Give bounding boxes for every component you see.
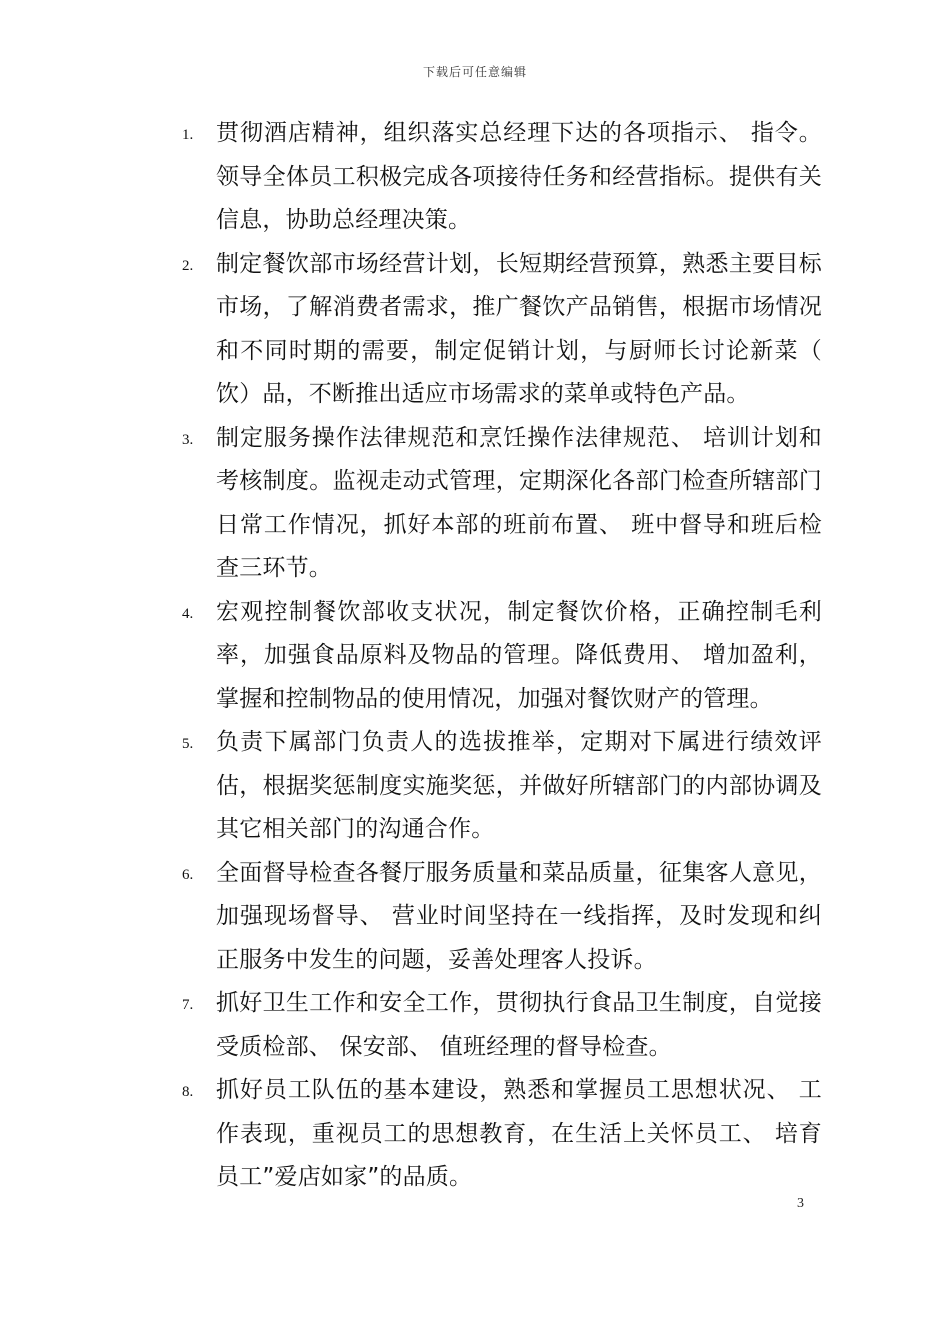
list-item-number: 7.	[182, 997, 194, 1013]
list-item-number: 3.	[182, 431, 194, 448]
duties-list	[182, 112, 822, 1200]
list-item	[182, 112, 822, 243]
list-item-text: 贯彻酒店精神，组织落实总经理下达的各项指示、 指令。领导全体员工积极完成各项接待任务和经营指标。提供有关信息，协助总经理决策。	[216, 120, 822, 233]
list-item-text: 全面督导检查各餐厅服务质量和菜品质量，征集客人意见，加强现场督导、 营业时间坚持在一线指挥，及时发现和纠正服务中发生的问题，妥善处理客人投诉。	[216, 859, 822, 973]
list-item	[182, 1069, 822, 1200]
list-item	[182, 852, 822, 983]
list-item-number: 1.	[182, 127, 194, 143]
list-item	[182, 243, 822, 417]
list-item-text: 抓好卫生工作和安全工作，贯彻执行食品卫生制度，自觉接受质检部、 保安部、 值班经理的督导检查。	[216, 990, 822, 1060]
list-item	[182, 591, 822, 722]
list-item-number: 8.	[182, 1084, 194, 1100]
list-item	[182, 417, 822, 591]
list-item-text: 制定服务操作法律规范和烹饪操作法律规范、 培训计划和考核制度。监视走动式管理，定期深化各部门检查所辖部门日常工作情况，抓好本部的班前布置、 班中督导和班后检查三环节。	[216, 424, 822, 581]
page-header: 下载后可任意编辑	[422, 65, 527, 79]
list-item-text: 负责下属部门负责人的选拔推举，定期对下属进行绩效评估，根据奖惩制度实施奖惩，并做好所辖部门的内部协调及其它相关部门的沟通合作。	[216, 729, 822, 842]
list-item-text: 宏观控制餐饮部收支状况，制定餐饮价格，正确控制毛利率，加强食品原料及物品的管理。降低费用、 增加盈利，掌握和控制物品的使用情况，加强对餐饮财产的管理。	[216, 598, 822, 712]
list-item-number: 2.	[182, 257, 194, 274]
list-item	[182, 982, 822, 1069]
list-item-number: 4.	[182, 605, 194, 622]
list-item-number: 6.	[182, 866, 194, 883]
list-item-number: 5.	[182, 736, 194, 752]
list-item-text: 制定餐饮部市场经营计划，长短期经营预算，熟悉主要目标市场，了解消费者需求，推广餐饮产品销售，根据市场情况和不同时期的需要，制定促销计划，与厨师长讨论新菜（ 饮）品，不断推出适应市场需求的菜单或特色产品。	[216, 250, 822, 407]
page-number: 3	[797, 1196, 804, 1211]
list-item-text: 抓好员工队伍的基本建设，熟悉和掌握员工思想状况、 工作表现，重视员工的思想教育，在生活上关怀员工、 培育员工”爱店如家”的品质。	[216, 1077, 822, 1190]
list-item	[182, 721, 822, 852]
